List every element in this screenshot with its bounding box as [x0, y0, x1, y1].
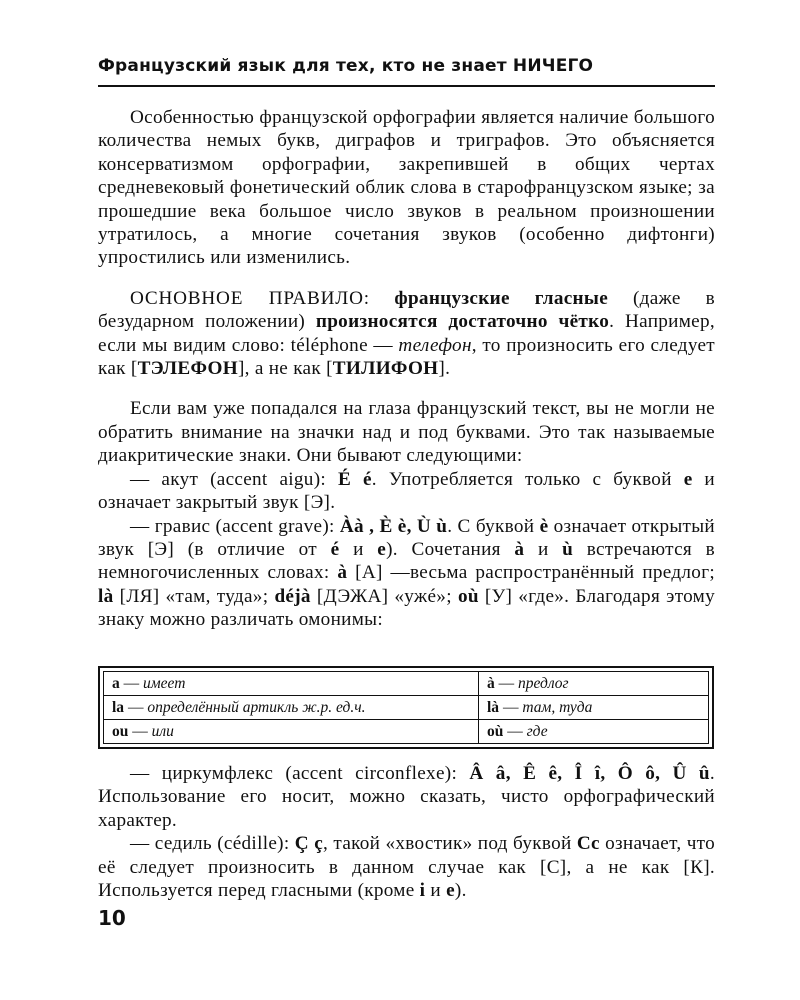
table-cell: là — там, туда — [479, 696, 709, 720]
paragraph-diacritics-intro: Если вам уже попадался на глаза французский текст, вы не могли не обратить внимание на значки над и под буквами. Это так называемые диакритические знаки. Они бывают следующими: — [98, 398, 715, 467]
paragraph-circonflexe: — циркумфлекс (accent circonflexe): Â â, Ê ê, Î î, Ô ô, Û û. Использование его носит, можно сказать, чисто орфографический характер. — [98, 763, 715, 831]
paragraph-accent-aigu: — акут (accent aigu): É é. Употребляется только с буквой e и означает закрытый звук [Э]. — [98, 468, 716, 514]
table-cell: a — имеет — [104, 672, 479, 696]
table-row — [104, 672, 709, 696]
main-text-continued — [98, 762, 715, 902]
main-text — [98, 106, 715, 632]
paragraph-cedille: — седиль (cédille): Ç ç, такой «хвостик» под буквой Cc означает, что её следует произносить в данном случае как [С], а не как [К]. Используется перед гласными (кроме i и e). — [98, 833, 715, 902]
table-cell: à — предлог — [479, 672, 709, 696]
table-cell: la — определённый артикль ж.р. ед.ч. — [104, 696, 479, 720]
table-row — [104, 696, 709, 720]
table-cell: ou — или — [104, 720, 479, 744]
table-row — [104, 720, 709, 744]
homonyms-table — [98, 666, 714, 749]
rule-bold-vowels: французские гласные — [394, 287, 609, 309]
page-number: 10 — [98, 906, 126, 930]
rule-bold-clearly: произносятся достаточно чётко — [315, 311, 610, 333]
paragraph-orthography: Особенностью французской орфографии является наличие большого количества немых букв, диграфов и триграфов. Это объясняется консерватизмом орфографии, закрепившей в общих чертах средневековый фонетический облик слова в старофранцузском языке; за прошедшие века большое число звуков в реальном произношении утратилось, а многие сочетания звуков (особенно дифтонги) упростились или изменились. — [98, 107, 715, 269]
table-cell: où — где — [479, 720, 709, 744]
running-header: Французский язык для тех, кто не знает НИЧЕГО — [98, 56, 715, 87]
paragraph-main-rule: ОСНОВНОЕ ПРАВИЛО: французские гласные (даже в безударном положении) произносятся достаточно чётко. Например, если мы видим слово: téléphone — телефон, то произносить его следует как [ТЭЛЕФОН], а не как [ТИЛИФОН]. — [98, 287, 716, 380]
paragraph-accent-grave: — гравис (accent grave): Àà , È è, Ù ù. С буквой è означает открытый звук [Э] (в отличие от é и e). Сочетания à и ù встречаются в немногочисленных словах: à [А] —весьма распространённый предлог; là [ЛЯ] «там, туда»; déjà [ДЭЖА] «ужé»; où [У] «где». Благодаря этому знаку можно различать омонимы: — [98, 515, 716, 631]
rule-heading: ОСНОВНОЕ ПРАВИЛО — [130, 287, 364, 309]
